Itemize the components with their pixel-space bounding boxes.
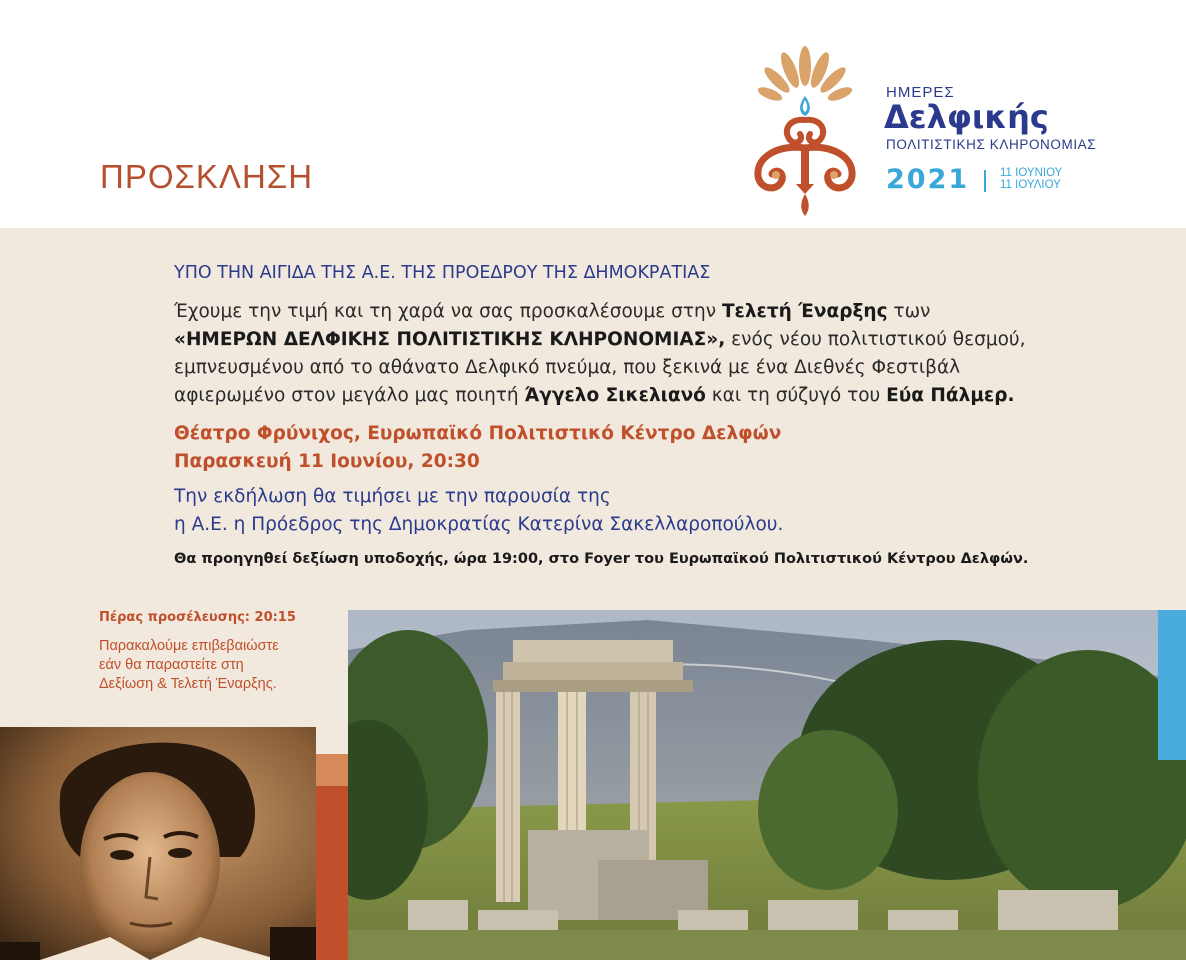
invitation-title: ΠΡΟΣΚΛΗΣΗ — [100, 158, 314, 195]
poet-portrait-image — [0, 727, 316, 960]
logo-date-start: 11 ΙΟΥΝΙΟΥ — [1000, 167, 1063, 179]
paragraph-line-1 — [174, 298, 1134, 326]
logo-line-heritage: ΠΟΛΙΤΙΣΤΙΚΗΣ ΚΛΗΡΟΝΟΜΙΑΣ — [886, 137, 1097, 152]
text-segment: ενός νέου πολιτιστικού θεσμού, — [725, 329, 1026, 350]
text-segment: και τη σύζυγό του — [705, 385, 887, 406]
rsvp-note — [99, 637, 279, 694]
venue-block — [174, 420, 781, 476]
delphi-tholos-image — [348, 610, 1186, 960]
rsvp-line-2: εάν θα παραστείτε στη — [99, 657, 244, 673]
spouse-name-bold: Εύα Πάλμερ. — [886, 385, 1015, 406]
paragraph-line-3: εμπνευσμένου από το αθάνατο Δελφικό πνεύμα, που ξεκινά με ένα Διεθνές Φεστιβάλ — [174, 357, 961, 378]
event-datetime: Παρασκευή 11 Ιουνίου, 20:30 — [174, 451, 480, 472]
text-segment: αφιερωμένο στον μεγάλο μας ποιητή — [174, 385, 525, 406]
text-segment: των — [887, 301, 931, 322]
venue-name: Θέατρο Φρύνιχος, Ευρωπαϊκό Πολιτιστικό Κέντρο Δελφών — [174, 423, 782, 444]
honor-line-2: η Α.Ε. η Πρόεδρος της Δημοκρατίας Κατερίνα Σακελλαροπούλου. — [174, 514, 784, 535]
logo-dates — [1000, 167, 1062, 191]
logo-separator — [984, 170, 986, 192]
poet-name-bold: Άγγελο Σικελιανό — [524, 385, 706, 406]
festival-name-bold: «ΗΜΕΡΩΝ ΔΕΛΦΙΚΗΣ ΠΟΛΙΤΙΣΤΙΚΗΣ ΚΛΗΡΟΝΟΜΙΑΣ», — [174, 329, 726, 350]
arrival-deadline: Πέρας προσέλευσης: 20:15 — [99, 610, 296, 625]
accent-block-light — [316, 754, 348, 786]
invitation-paragraph — [174, 298, 1134, 410]
logo-line-days: ΗΜΕΡΕΣ — [886, 84, 955, 101]
paragraph-line-4 — [174, 382, 1134, 410]
reception-note: Θα προηγηθεί δεξίωση υποδοχής, ώρα 19:00, στο Foyer του Ευρωπαϊκού Πολιτιστικού Κέντρου Δελφών. — [174, 551, 1029, 567]
logo-line-delphic: Δελφικής — [884, 98, 1049, 136]
rsvp-line-1: Παρακαλούμε επιβεβαιώστε — [99, 638, 279, 654]
palmette-emblem-icon — [750, 44, 860, 218]
rsvp-line-3: Δεξίωση & Τελετή Έναρξης. — [99, 676, 277, 692]
aegis-heading: ΥΠΟ ΤΗΝ ΑΙΓΙΔΑ ΤΗΣ Α.Ε. ΤΗΣ ΠΡΟΕΔΡΟΥ ΤΗΣ ΔΗΜΟΚΡΑΤΙΑΣ — [174, 263, 711, 283]
honor-line-1: Την εκδήλωση θα τιμήσει με την παρουσία της — [174, 486, 611, 507]
tholos-illustration — [348, 610, 1186, 960]
text-segment: Έχουμε την τιμή και τη χαρά να σας προσκαλέσουμε στην — [174, 301, 722, 322]
accent-strip-blue — [1158, 610, 1186, 760]
accent-block-dark — [316, 786, 348, 960]
header — [0, 0, 1186, 228]
paragraph-line-2 — [174, 326, 1134, 354]
portrait-illustration — [0, 727, 316, 960]
logo-date-end: 11 ΙΟΥΛΙΟΥ — [1000, 179, 1061, 191]
logo-year: 2021 — [886, 164, 970, 195]
opening-ceremony-bold: Τελετή Έναρξης — [721, 301, 888, 322]
honor-block — [174, 483, 783, 539]
